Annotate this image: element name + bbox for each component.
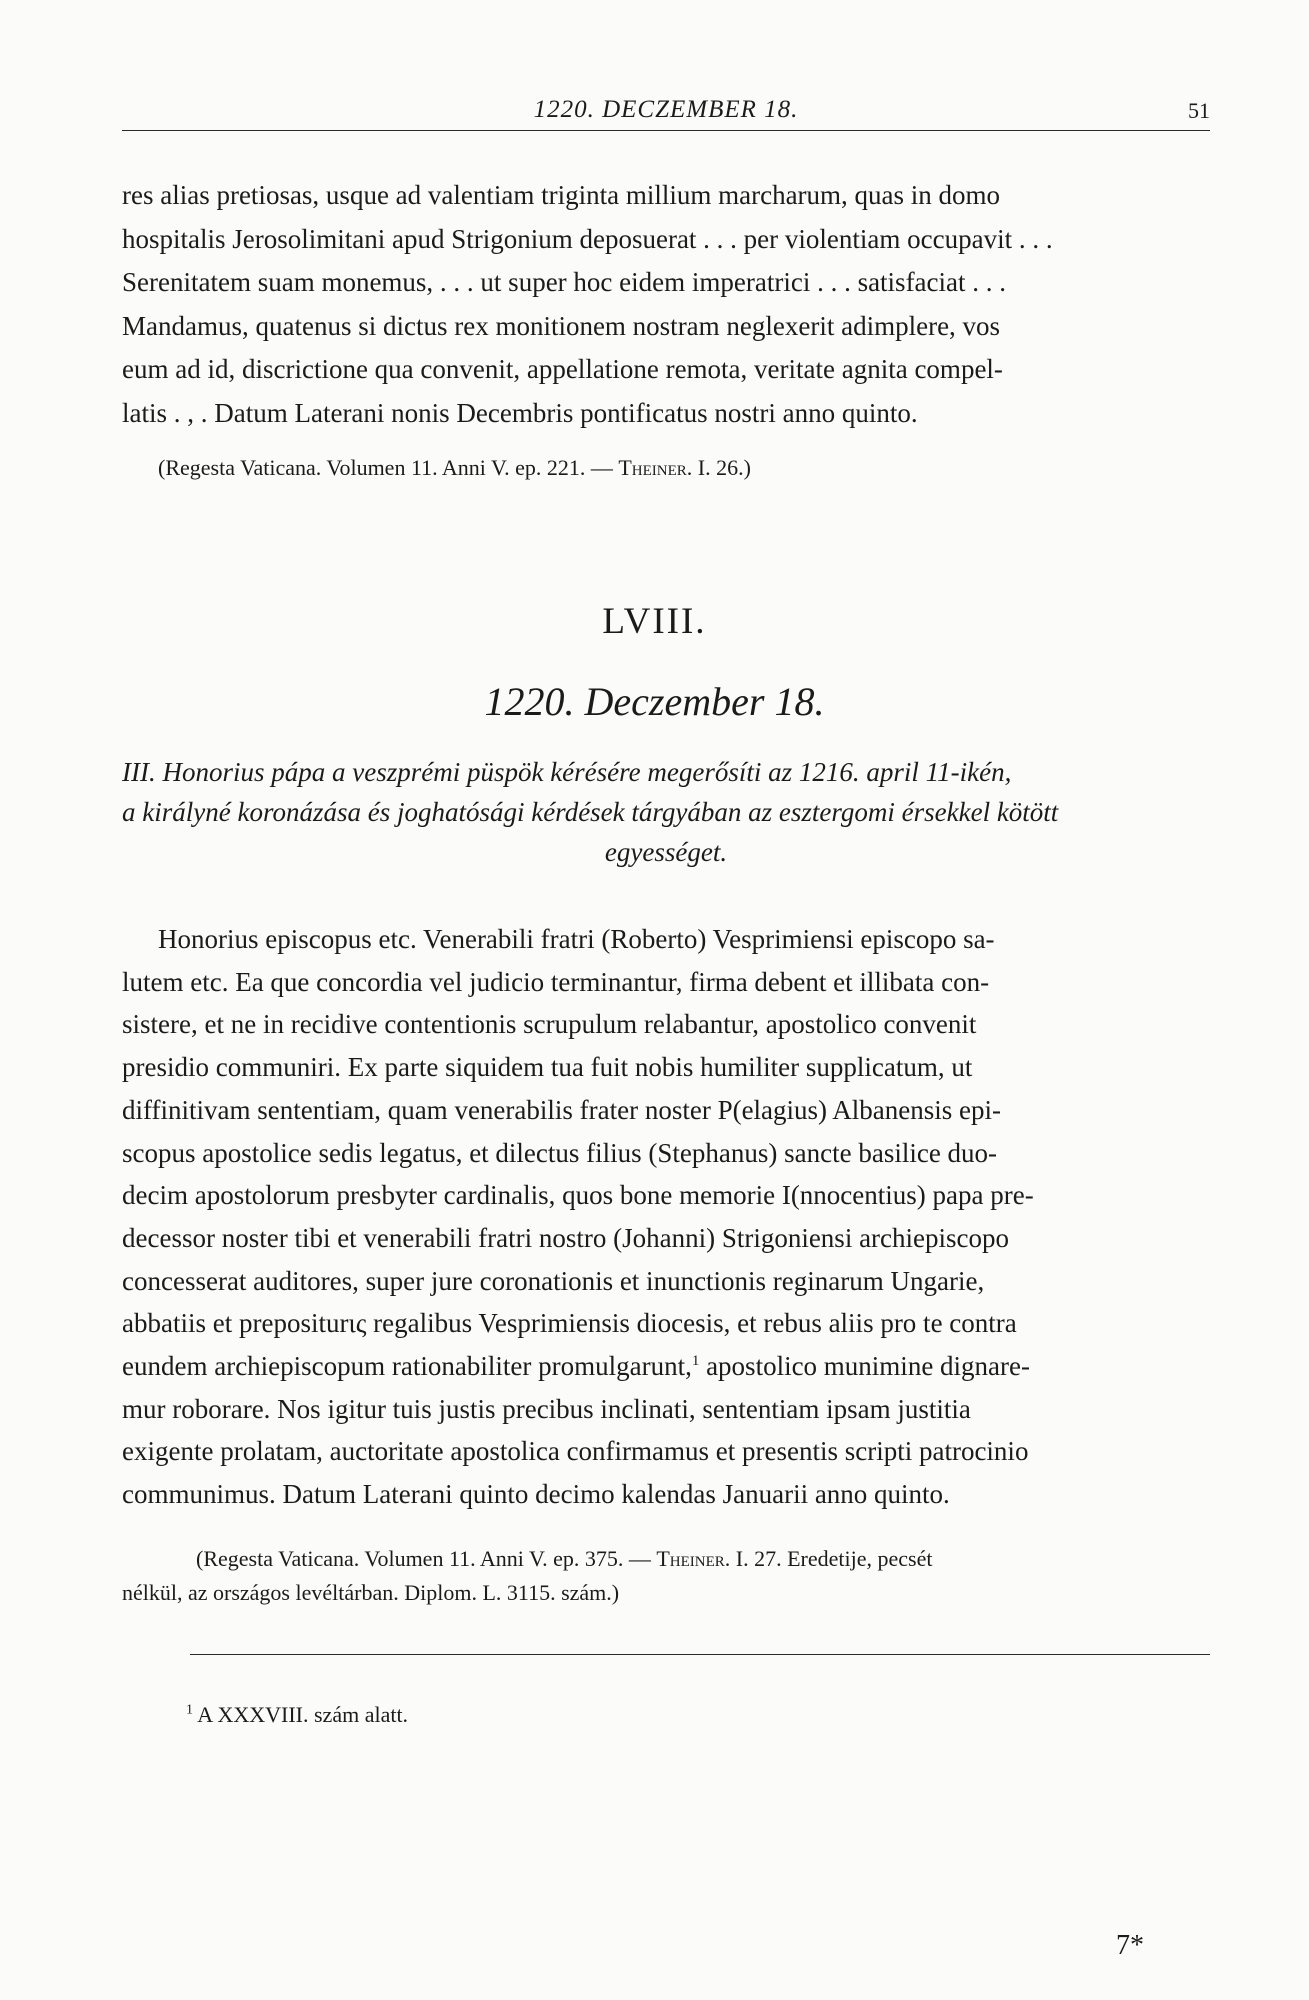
text-line: Honorius episcopus etc. Venerabili fratri (Roberto) Vesprimiensi episcopo sa- <box>158 924 995 954</box>
summary-line: III. Honorius pápa a veszprémi püspök kérésére megerősíti az 1216. april 11-ikén, <box>122 757 1012 787</box>
source-line: nélkül, az országos levéltárban. Diplom. L. 3115. szám.) <box>122 1580 620 1605</box>
document-date: 1220. Deczember 18. <box>484 679 825 724</box>
previous-document-source <box>158 452 1210 484</box>
summary-line: egyességet. <box>604 837 728 867</box>
text-line: decessor noster tibi et venerabili fratri nostro (Johanni) Strigoniensi archiepiscopo <box>122 1222 1010 1253</box>
page-number: 51 <box>1188 98 1210 123</box>
source-author: Theiner <box>618 455 687 480</box>
signature-mark: 7* <box>1116 1930 1144 1961</box>
text-line: scopus apostolice sedis legatus, et dilectus filius (Stephanus) sancte basilice duo- <box>122 1137 998 1168</box>
text-line: exigente prolatam, auctoritate apostolica confirmamus et presentis scripti patrocinio <box>122 1436 1029 1467</box>
text-line: concesserat auditores, super jure coronationis et inunctionis reginarum Ungarie, <box>122 1265 985 1296</box>
text-line: lutem etc. Ea que concordia vel judicio terminantur, firma debent et illibata con- <box>122 966 990 997</box>
document-number: LVIII. <box>602 601 707 642</box>
document-text <box>122 918 1210 1516</box>
text-line: sistere, et ne in recidive contentionis scrupulum relabantur, apostolico convenit <box>122 1009 977 1040</box>
text-line: presidio communiri. Ex parte siquidem tua fuit nobis humiliter supplicatum, ut <box>122 1052 973 1083</box>
footnote-text: A XXXVIII. szám alatt. <box>193 1702 409 1727</box>
document-source <box>122 1542 1210 1610</box>
text-line: res alias pretiosas, usque ad valentiam triginta millium marcharum, quas in domo <box>122 180 1001 210</box>
source-line: (Regesta Vaticana. Volumen 11. Anni V. ep. 375. — Theiner. I. 27. Eredetije, pecsét <box>196 1546 933 1571</box>
previous-document-text <box>122 174 1210 435</box>
footnote-divider <box>190 1654 1210 1655</box>
source-prefix: (Regesta Vaticana. Volumen 11. Anni V. ep. 221. — <box>158 455 619 480</box>
text-line: abbatiis et prepositurις regalibus Vesprimiensis diocesis, et rebus aliis pro te contra <box>122 1308 1017 1339</box>
text-line: latis . , . Datum Laterani nonis Decembris pontificatus nostri anno quinto. <box>122 397 918 428</box>
running-header <box>122 96 1210 131</box>
text-line: diffinitivam sententiam, quam venerabilis frater noster P(elagius) Albanensis epi- <box>122 1094 1002 1125</box>
text-line: Mandamus, quatenus si dictus rex monitionem nostram neglexerit adimplere, vos <box>122 310 1001 341</box>
text-line: eundem archiepiscopum rationabiliter promulgarunt,$^1$ apostolico munimine dignare- <box>122 1351 1030 1382</box>
text-line: eum ad id, discrictione qua convenit, appellatione remota, veritate agnita compel- <box>122 354 1003 384</box>
text-line: hospitalis Jerosolimitani apud Strigonium deposuerat . . . per violentiam occupavit . . . <box>122 223 1053 254</box>
footnote-reference[interactable]: 1 <box>691 1353 700 1370</box>
footnote <box>186 1702 408 1728</box>
text-line: communimus. Datum Laterani quinto decimo kalendas Januarii anno quinto. <box>122 1479 950 1510</box>
text-line: mur roborare. Nos igitur tuis justis precibus inclinati, sententiam ipsam justitia <box>122 1393 971 1424</box>
text-line: decim apostolorum presbyter cardinalis, quos bone memorie I(nnocentius) papa pre- <box>122 1180 1034 1211</box>
summary-line: a királyné koronázása és joghatósági kérdések tárgyában az esztergomi érsekkel kötött <box>122 797 1059 827</box>
header-title: 1220. DECZEMBER 18. <box>533 96 799 123</box>
text-line: Serenitatem suam monemus, . . . ut super hoc eidem imperatrici . . . satisfaciat . . . <box>122 267 1007 297</box>
document-summary <box>122 752 1210 872</box>
footnote-marker: 1 <box>186 1702 193 1718</box>
source-suffix: . I. 26.) <box>686 455 751 480</box>
